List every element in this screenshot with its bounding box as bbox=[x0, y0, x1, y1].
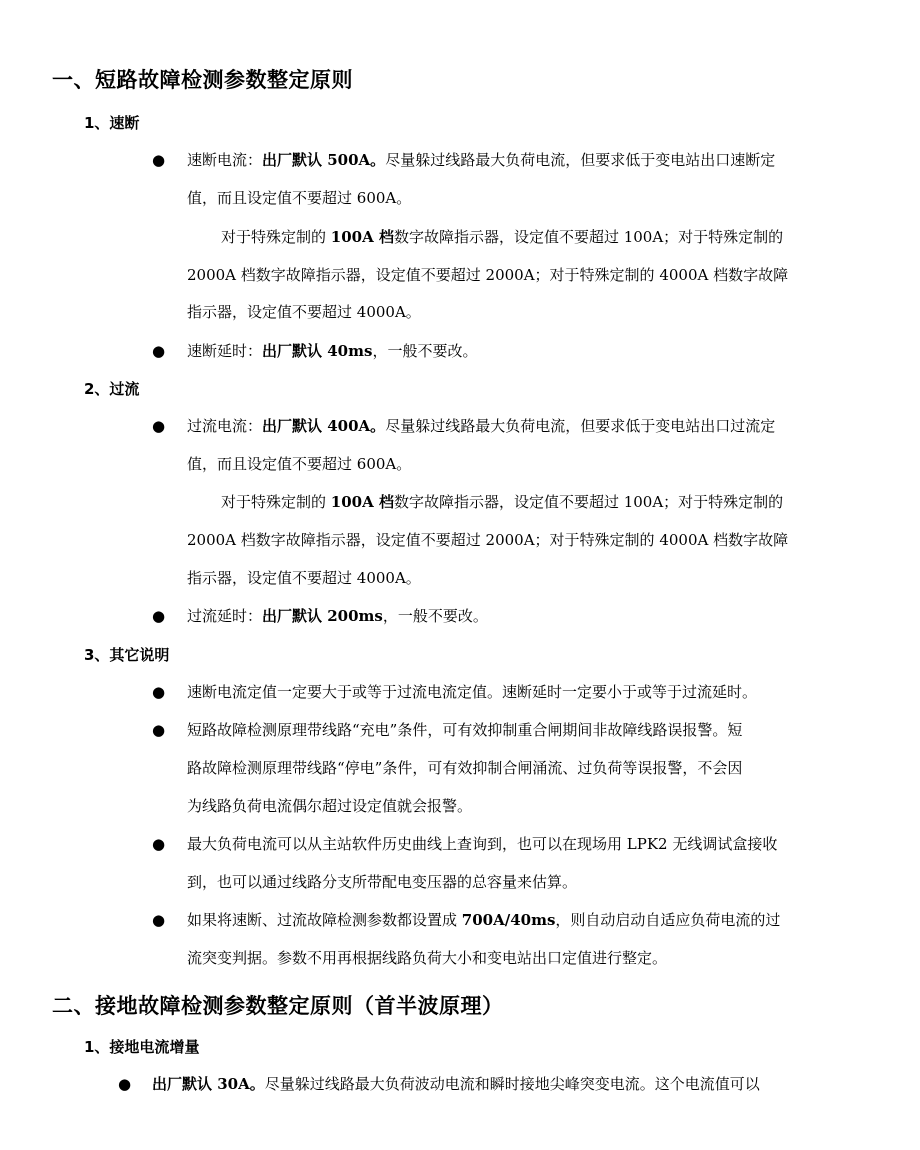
note-4-line1: 如果将速断、过流故障检测参数都设置成 700A/40ms，则自动启动自适应负荷电流的过 bbox=[187, 911, 781, 929]
quick-break-delay: 速断延时：出厂默认 40ms，一般不要改。 bbox=[187, 342, 478, 360]
bullet-icon: ● bbox=[152, 607, 166, 625]
quick-break-current-line4: 2000A 档数字故障指示器，设定值不要超过 2000A；对于特殊定制的 4000A 档数字故障 bbox=[187, 266, 789, 284]
bullet-icon: ● bbox=[152, 911, 166, 929]
subsection-overcurrent-heading: 2、过流 bbox=[84, 380, 140, 398]
note-3-line1: 最大负荷电流可以从主站软件历史曲线上查询到，也可以在现场用 LPK2 无线调试盒接收 bbox=[187, 835, 778, 853]
note-2-line3: 为线路负荷电流偶尔超过设定值就会报警。 bbox=[187, 797, 473, 815]
overcurrent-current-line1: 过流电流：出厂默认 400A。尽量躲过线路最大负荷电流，但要求低于变电站出口过流定 bbox=[187, 417, 776, 435]
note-3-line2: 到，也可以通过线路分支所带配电变压器的总容量来估算。 bbox=[187, 873, 578, 891]
bullet-icon: ● bbox=[152, 683, 166, 701]
overcurrent-current-line4: 2000A 档数字故障指示器，设定值不要超过 2000A；对于特殊定制的 4000A 档数字故障 bbox=[187, 531, 789, 549]
note-2-line1: 短路故障检测原理带线路“充电”条件，可有效抑制重合闸期间非故障线路误报警。短 bbox=[187, 721, 743, 739]
quick-break-current-line1: 速断电流：出厂默认 500A。尽量躲过线路最大负荷电流，但要求低于变电站出口速断定 bbox=[187, 151, 776, 169]
quick-break-current-line5: 指示器，设定值不要超过 4000A。 bbox=[187, 303, 421, 321]
bullet-icon: ● bbox=[118, 1075, 132, 1093]
bullet-icon: ● bbox=[152, 835, 166, 853]
overcurrent-current-line3: 对于特殊定制的 100A 档数字故障指示器，设定值不要超过 100A；对于特殊定制的 bbox=[221, 493, 784, 511]
note-2-line2: 路故障检测原理带线路“停电”条件，可有效抑制合闸涌流、过负荷等误报警，不会因 bbox=[187, 759, 743, 777]
ground-current-increment-line1: 出厂默认 30A。尽量躲过线路最大负荷波动电流和瞬时接地尖峰突变电流。这个电流值可以 bbox=[152, 1075, 760, 1093]
overcurrent-current-line2: 值，而且设定值不要超过 600A。 bbox=[187, 455, 412, 473]
bullet-icon: ● bbox=[152, 151, 166, 169]
subsection-quick-break-heading: 1、速断 bbox=[84, 114, 140, 132]
section-2-title: 二、接地故障检测参数整定原则（首半波原理） bbox=[52, 994, 504, 1018]
quick-break-current-line2: 值，而且设定值不要超过 600A。 bbox=[187, 189, 412, 207]
note-4-line2: 流突变判据。参数不用再根据线路负荷大小和变电站出口定值进行整定。 bbox=[187, 949, 668, 967]
note-1: 速断电流定值一定要大于或等于过流电流定值。速断延时一定要小于或等于过流延时。 bbox=[187, 683, 758, 701]
subsection-ground-current-heading: 1、接地电流增量 bbox=[84, 1038, 200, 1056]
bullet-icon: ● bbox=[152, 721, 166, 739]
subsection-other-notes-heading: 3、其它说明 bbox=[84, 646, 170, 664]
section-1-title: 一、短路故障检测参数整定原则 bbox=[52, 68, 353, 92]
bullet-icon: ● bbox=[152, 417, 166, 435]
quick-break-current-line3: 对于特殊定制的 100A 档数字故障指示器，设定值不要超过 100A；对于特殊定制的 bbox=[221, 228, 784, 246]
overcurrent-delay: 过流延时：出厂默认 200ms，一般不要改。 bbox=[187, 607, 488, 625]
overcurrent-current-line5: 指示器，设定值不要超过 4000A。 bbox=[187, 569, 421, 587]
bullet-icon: ● bbox=[152, 342, 166, 360]
